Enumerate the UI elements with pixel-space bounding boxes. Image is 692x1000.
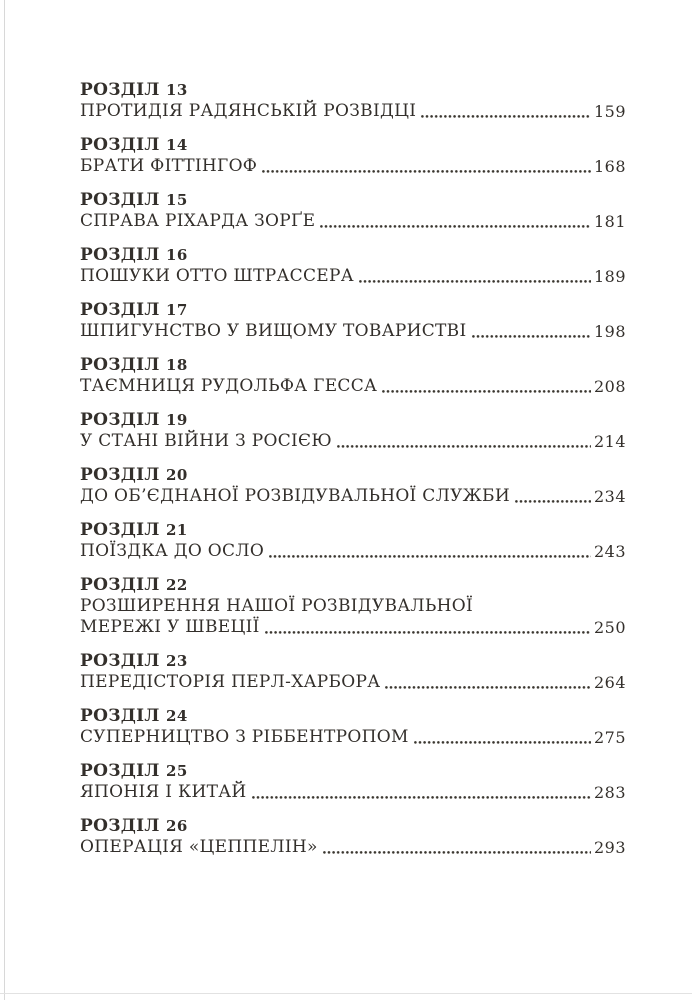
dot-leader — [515, 500, 591, 503]
chapter-title-line — [80, 617, 626, 638]
chapter-title-line — [80, 211, 626, 232]
chapter-title-text: ТАЄМНИЦЯ РУДОЛЬФА ГЕССА — [80, 376, 378, 396]
dot-leader — [359, 280, 591, 283]
toc-entry — [80, 465, 626, 507]
chapter-label: РОЗДІЛ — [80, 80, 160, 100]
chapter-title-text: ПОШУКИ ОТТО ШТРАССЕРА — [80, 266, 354, 286]
chapter-number: 24 — [165, 707, 188, 725]
chapter-heading — [80, 245, 626, 266]
chapter-title-line — [80, 266, 626, 287]
chapter-number: 14 — [165, 136, 188, 154]
chapter-label: РОЗДІЛ — [80, 575, 160, 595]
chapter-title-line — [80, 596, 626, 617]
dot-leader — [414, 741, 591, 744]
chapter-title-line — [80, 376, 626, 397]
dot-leader — [269, 555, 591, 558]
chapter-title-lines — [80, 211, 626, 232]
page-number: 293 — [593, 838, 626, 857]
page-number: 181 — [593, 212, 626, 231]
page-number: 243 — [593, 542, 626, 561]
toc-entry — [80, 816, 626, 858]
toc-entry — [80, 706, 626, 748]
page-number: 283 — [593, 783, 626, 802]
chapter-number: 17 — [165, 301, 188, 319]
chapter-number: 25 — [165, 762, 188, 780]
page-number: 264 — [593, 673, 626, 692]
dot-leader — [323, 851, 591, 854]
chapter-title-text: ПРОТИДІЯ РАДЯНСЬКІЙ РОЗВІДЦІ — [80, 101, 417, 121]
chapter-title-line — [80, 837, 626, 858]
dot-leader — [472, 335, 591, 338]
chapter-title-lines — [80, 727, 626, 748]
page-number: 275 — [593, 728, 626, 747]
chapter-label: РОЗДІЛ — [80, 761, 160, 781]
chapter-heading — [80, 816, 626, 837]
chapter-title-line — [80, 727, 626, 748]
chapter-title-lines — [80, 156, 626, 177]
chapter-title-lines — [80, 486, 626, 507]
chapter-heading — [80, 575, 626, 596]
chapter-label: РОЗДІЛ — [80, 410, 160, 430]
chapter-label: РОЗДІЛ — [80, 651, 160, 671]
toc-entry — [80, 520, 626, 562]
dot-leader — [262, 170, 591, 173]
chapter-heading — [80, 80, 626, 101]
chapter-title-text: ПЕРЕДІСТОРІЯ ПЕРЛ-ХАРБОРА — [80, 672, 381, 692]
toc-entry — [80, 651, 626, 693]
chapter-title-lines — [80, 321, 626, 342]
chapter-title-lines — [80, 782, 626, 803]
toc-entry — [80, 135, 626, 177]
page-number: 208 — [593, 377, 626, 396]
chapter-label: РОЗДІЛ — [80, 816, 160, 836]
toc-entry — [80, 300, 626, 342]
chapter-title-text: СУПЕРНИЦТВО З РІББЕНТРОПОМ — [80, 727, 409, 747]
chapter-title-line — [80, 541, 626, 562]
chapter-heading — [80, 135, 626, 156]
chapter-label: РОЗДІЛ — [80, 135, 160, 155]
chapter-title-lines — [80, 596, 626, 638]
chapter-number: 16 — [165, 246, 188, 264]
toc-entry — [80, 80, 626, 122]
chapter-title-line — [80, 486, 626, 507]
chapter-label: РОЗДІЛ — [80, 706, 160, 726]
chapter-title-line — [80, 782, 626, 803]
chapter-number: 13 — [165, 81, 188, 99]
dot-leader — [382, 390, 591, 393]
chapter-number: 19 — [165, 411, 188, 429]
chapter-title-line — [80, 101, 626, 122]
chapter-title-text: ОПЕРАЦІЯ «ЦЕППЕЛІН» — [80, 837, 318, 857]
page-number: 159 — [593, 102, 626, 121]
dot-leader — [337, 445, 591, 448]
dot-leader — [265, 631, 591, 634]
chapter-title-lines — [80, 431, 626, 452]
chapter-label: РОЗДІЛ — [80, 355, 160, 375]
chapter-number: 15 — [165, 191, 188, 209]
chapter-number: 21 — [165, 521, 188, 539]
chapter-title-lines — [80, 101, 626, 122]
chapter-title-text: У СТАНІ ВІЙНИ З РОСІЄЮ — [80, 431, 332, 451]
toc-entry — [80, 761, 626, 803]
chapter-number: 22 — [165, 576, 188, 594]
page-number: 250 — [593, 618, 626, 637]
chapter-title-lines — [80, 266, 626, 287]
dot-leader — [252, 796, 591, 799]
page-number: 214 — [593, 432, 626, 451]
page-scan-edge-bottom — [0, 993, 692, 994]
chapter-heading — [80, 355, 626, 376]
chapter-title-lines — [80, 672, 626, 693]
chapter-title-lines — [80, 837, 626, 858]
page-number: 168 — [593, 157, 626, 176]
chapter-heading — [80, 410, 626, 431]
chapter-label: РОЗДІЛ — [80, 245, 160, 265]
chapter-label: РОЗДІЛ — [80, 190, 160, 210]
chapter-heading — [80, 190, 626, 211]
chapter-title-line — [80, 156, 626, 177]
chapter-title-text: ШПИГУНСТВО У ВИЩОМУ ТОВАРИСТВІ — [80, 321, 467, 341]
chapter-title-line — [80, 321, 626, 342]
toc-entry — [80, 190, 626, 232]
chapter-number: 23 — [165, 652, 188, 670]
chapter-number: 26 — [165, 817, 188, 835]
chapter-title-lines — [80, 376, 626, 397]
chapter-title-text: СПРАВА РІХАРДА ЗОРҐЕ — [80, 211, 316, 231]
chapter-title-text: РОЗШИРЕННЯ НАШОЇ РОЗВІДУВАЛЬНОЇ — [80, 596, 474, 616]
page-number: 198 — [593, 322, 626, 341]
chapter-heading — [80, 520, 626, 541]
toc-entry — [80, 355, 626, 397]
dot-leader — [385, 686, 591, 689]
page-number: 189 — [593, 267, 626, 286]
chapter-title-line — [80, 672, 626, 693]
chapter-heading — [80, 651, 626, 672]
table-of-contents — [80, 80, 626, 871]
chapter-title-text: ДО ОБ’ЄДНАНОЇ РОЗВІДУВАЛЬНОЇ СЛУЖБИ — [80, 486, 510, 506]
chapter-heading — [80, 465, 626, 486]
dot-leader — [320, 225, 591, 228]
chapter-label: РОЗДІЛ — [80, 465, 160, 485]
chapter-heading — [80, 300, 626, 321]
toc-entry — [80, 575, 626, 638]
chapter-label: РОЗДІЛ — [80, 520, 160, 540]
toc-entry — [80, 245, 626, 287]
page-scan-edge-left — [4, 0, 5, 1000]
chapter-label: РОЗДІЛ — [80, 300, 160, 320]
chapter-title-text: МЕРЕЖІ У ШВЕЦІЇ — [80, 617, 260, 637]
chapter-heading — [80, 761, 626, 782]
chapter-number: 20 — [165, 466, 188, 484]
chapter-number: 18 — [165, 356, 188, 374]
chapter-title-text: ЯПОНІЯ І КИТАЙ — [80, 782, 247, 802]
chapter-heading — [80, 706, 626, 727]
chapter-title-line — [80, 431, 626, 452]
page-number: 234 — [593, 487, 626, 506]
chapter-title-text: БРАТИ ФІТТІНГОФ — [80, 156, 258, 176]
dot-leader — [421, 115, 591, 118]
chapter-title-text: ПОЇЗДКА ДО ОСЛО — [80, 541, 265, 561]
toc-entry — [80, 410, 626, 452]
chapter-title-lines — [80, 541, 626, 562]
